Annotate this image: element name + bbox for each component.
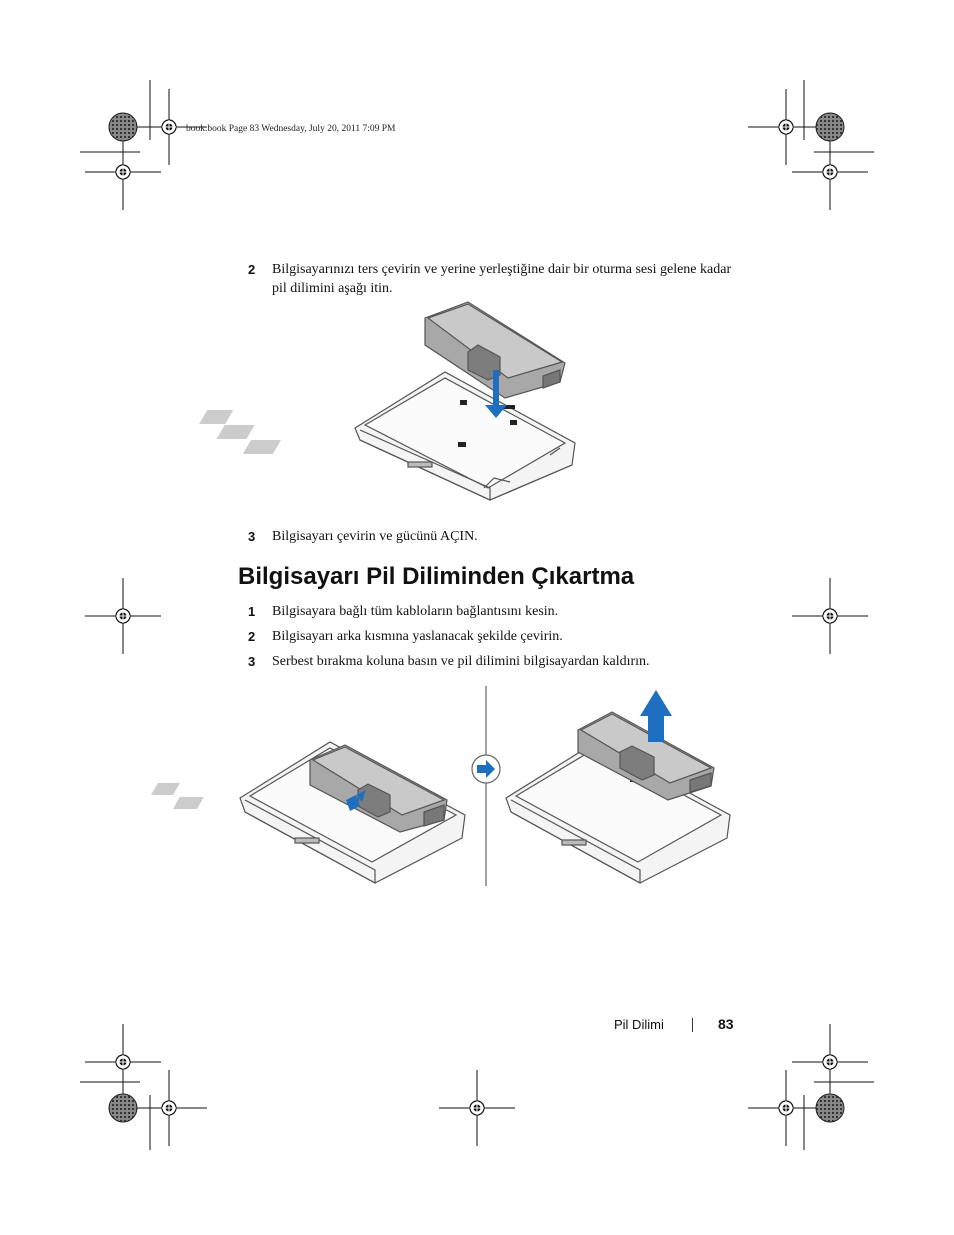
step-text: Bilgisayara bağlı tüm kabloların bağlantısını kesin.: [272, 604, 559, 619]
step-text: Bilgisayarı arka kısmına yaslanacak şekilde çevirin.: [272, 629, 563, 644]
page-number: 83: [718, 1016, 734, 1032]
section-heading: Bilgisayarı Pil Diliminden Çıkartma: [238, 563, 635, 590]
step-number: 3: [248, 654, 256, 669]
footer-section-label: Pil Dilimi: [614, 1017, 664, 1032]
step-text: Bilgisayarı çevirin ve gücünü AÇIN.: [272, 529, 478, 544]
print-slug: book.book Page 83 Wednesday, July 20, 2011 7:09 PM: [186, 124, 396, 134]
step-number: 2: [248, 629, 256, 644]
step-number: 3: [248, 529, 256, 544]
arrow-right-icon: [472, 755, 500, 783]
step-number: 1: [248, 604, 256, 619]
step-text: Bilgisayarınızı ters çevirin ve yerine yerleştiğine dair bir oturma sesi gelene kadar pil dilimini aşağı itin.: [272, 262, 732, 296]
step-text: Serbest bırakma koluna basın ve pil dilimini bilgisayardan kaldırın.: [272, 654, 650, 669]
step-number: 2: [248, 262, 256, 277]
footer-divider: [692, 1018, 693, 1032]
